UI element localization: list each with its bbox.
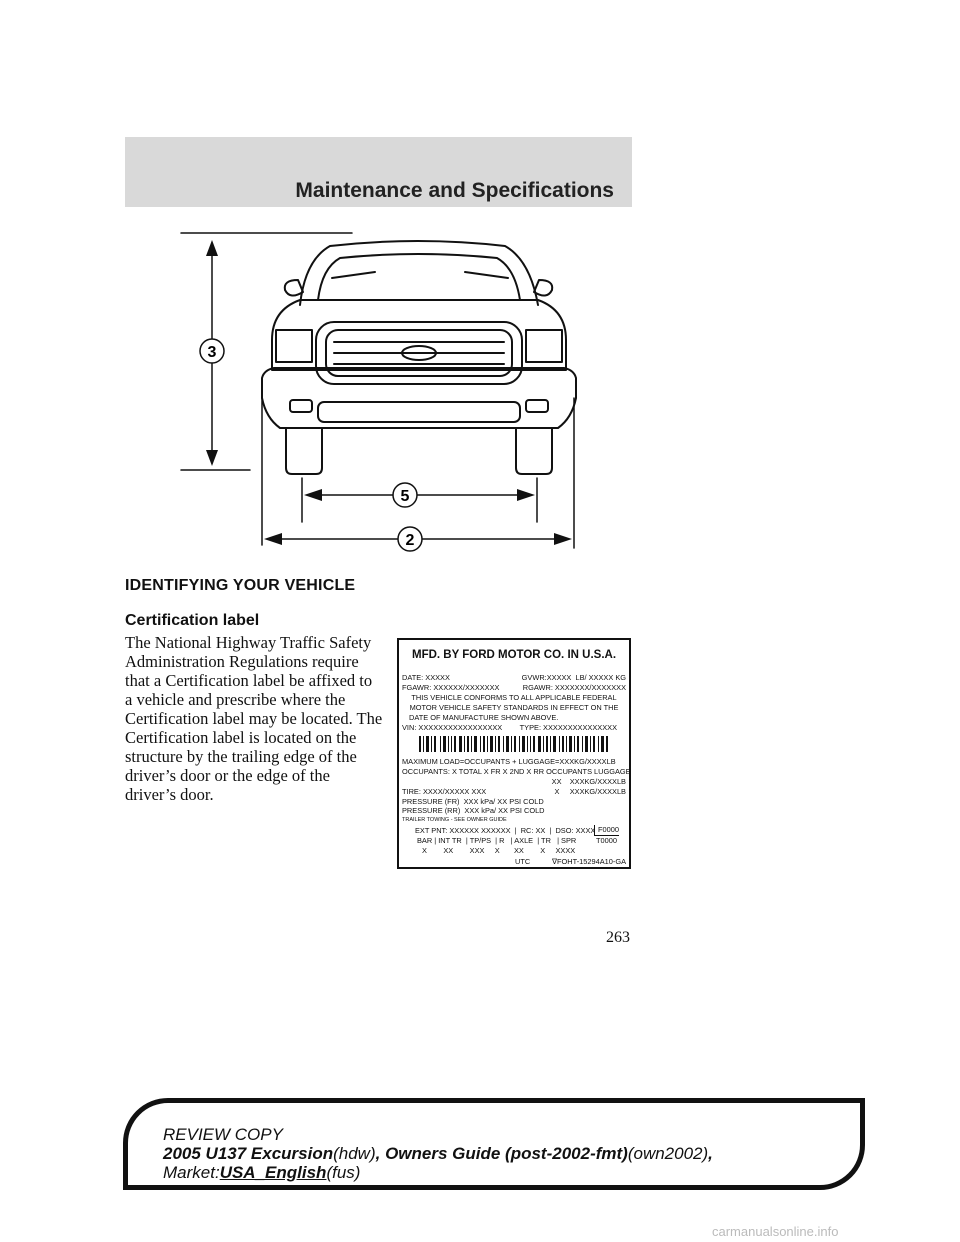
- callout-3: 3: [207, 344, 217, 361]
- review-copy-text: [163, 1125, 713, 1182]
- label-occupants: OCCUPANTS: X TOTAL X FR X 2ND X RR OCCUPANTS LUGGAGE: [402, 767, 631, 776]
- label-trailer-note: TRAILER TOWING - SEE OWNER GUIDE: [402, 817, 507, 823]
- label-tire-values: X XXXKG/XXXXLB: [554, 787, 626, 796]
- label-vin: VIN: XXXXXXXXXXXXXXXXX: [402, 723, 503, 732]
- label-max-load: MAXIMUM LOAD=OCCUPANTS + LUGGAGE=XXXKG/XXXXLB: [402, 757, 616, 766]
- label-figure-code: ∇FOHT-15294A10-GA: [552, 857, 626, 866]
- label-x-row: X XX XXX X XX X XXXX: [422, 846, 576, 855]
- label-ext-row: EXT PNT: XXXXXX XXXXXX | RC: XX | DSO: XXXX: [415, 826, 596, 835]
- market-name: USA_English: [219, 1163, 327, 1182]
- header-band: [125, 137, 632, 207]
- section-heading: IDENTIFYING YOUR VEHICLE: [125, 577, 356, 594]
- callout-2: 2: [405, 532, 415, 549]
- label-tire: TIRE: XXXX/XXXXX XXX: [402, 787, 487, 796]
- label-code-f: F0000: [594, 825, 619, 836]
- label-gvwr: GVWR:XXXXX LB/ XXXXX KG: [521, 673, 626, 682]
- label-title: MFD. BY FORD MOTOR CO. IN U.S.A.: [411, 649, 617, 661]
- label-type: TYPE: XXXXXXXXXXXXXXX: [519, 723, 617, 732]
- section-title: Maintenance and Specifications: [295, 179, 614, 202]
- model-code: (hdw): [333, 1144, 376, 1163]
- label-pressure-front: PRESSURE (FR) XXX kPa/ XX PSI COLD: [402, 797, 544, 806]
- label-pressure-rear: PRESSURE (RR) XXX kPa/ XX PSI COLD: [402, 806, 545, 815]
- label-occupant-values: XX XXXKG/XXXXLB: [551, 777, 626, 786]
- body-paragraph: The National Highway Traffic Safety Administration Regulations require that a Certification label be affixed to a vehicle and prescribe where the Certification label may be located. The Certification label is located on the structure by the trailing edge of the driver’s door or the edge of the driver’s door.: [125, 633, 383, 804]
- label-code-t: T0000: [596, 836, 617, 845]
- label-date: DATE: XXXXX: [402, 673, 450, 682]
- label-fgawr: FGAWR: XXXXXX/XXXXXXX: [402, 683, 500, 692]
- certification-label: [397, 638, 631, 869]
- label-conform-line-2: MOTOR VEHICLE SAFETY STANDARDS IN EFFECT ON THE: [409, 703, 619, 712]
- subsection-heading: Certification label: [125, 612, 260, 629]
- market-code: (fus): [326, 1163, 361, 1182]
- label-rgawr: RGAWR: XXXXXXX/XXXXXXX: [522, 683, 626, 692]
- label-conform-line-3: DATE OF MANUFACTURE SHOWN ABOVE.: [409, 713, 559, 722]
- market-label: Market:: [163, 1163, 220, 1182]
- barcode: [419, 736, 609, 752]
- callout-5: 5: [400, 488, 410, 505]
- page-number: 263: [606, 929, 630, 946]
- guide-name: , Owners Guide (post-2002-fmt): [375, 1144, 628, 1163]
- label-conform-line-1: THIS VEHICLE CONFORMS TO ALL APPLICABLE FEDERAL: [411, 693, 617, 702]
- review-copy-label: REVIEW COPY: [163, 1125, 283, 1144]
- label-bar-row: BAR | INT TR | TP/PS | R | AXLE | TR | SPR: [417, 836, 577, 845]
- label-utc: UTC: [515, 857, 531, 866]
- guide-code: (own2002): [627, 1144, 709, 1163]
- model-name: 2005 U137 Excursion: [163, 1144, 334, 1163]
- footer-comma: ,: [708, 1144, 713, 1163]
- truck-dimension-diagram: [175, 215, 590, 560]
- watermark: carmanualsonline.info: [712, 1224, 839, 1239]
